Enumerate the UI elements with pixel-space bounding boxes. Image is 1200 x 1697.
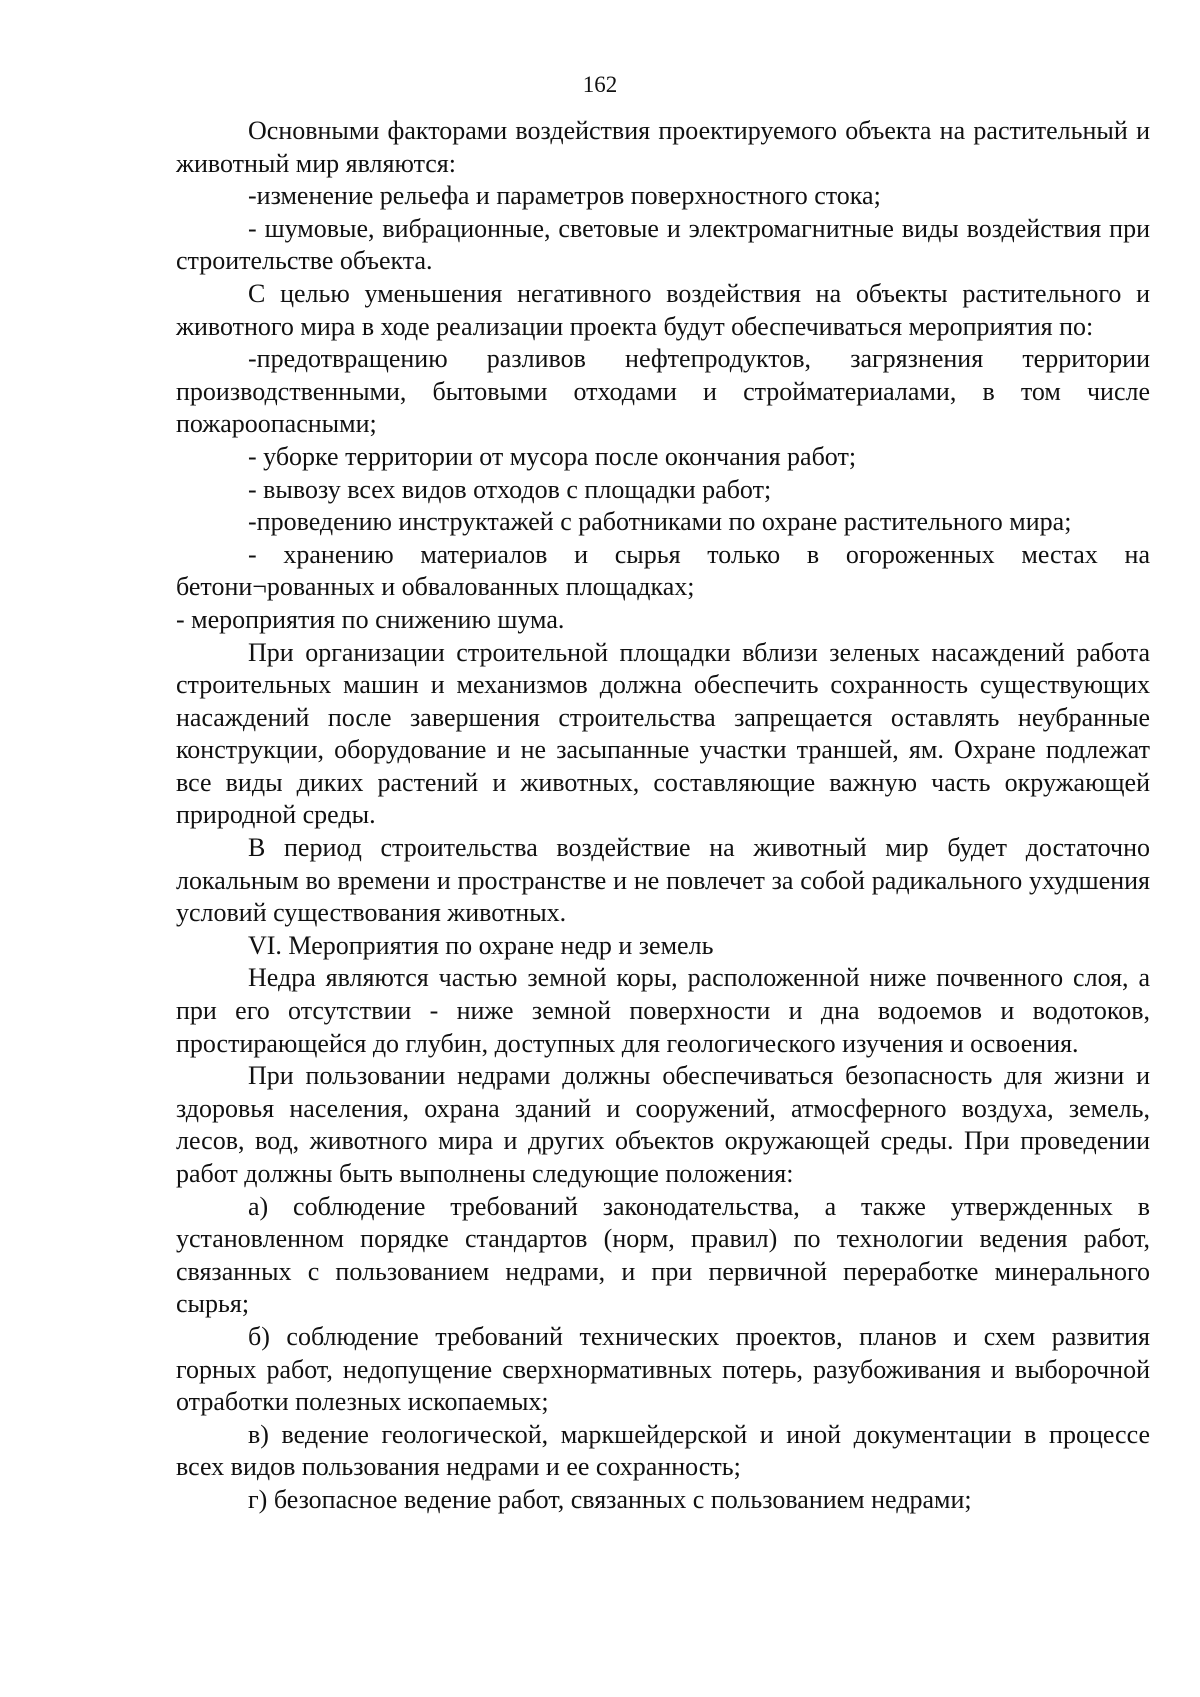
section-heading-subsoil: VI. Мероприятия по охране недр и земель — [248, 930, 714, 960]
paragraph-main-factors: Основными факторами воздействия проектируемого объекта на растительный и животный мир являются: — [176, 116, 1150, 178]
paragraph-green-areas: При организации строительной площадки вблизи зеленых насаждений работа строительных машин и механизмов должна обеспечить сохранность существующих насаждений после завершения строительства запрещается оставлять неубранные конструкции, оборудование и не засыпанные участки траншей, ям. Охране подлежат все виды диких растений и животных, составляющие важную часть окружающей природной среды. — [176, 637, 1150, 830]
list-item-noise-reduction: - мероприятия по снижению шума. — [176, 604, 565, 634]
paragraph-subsoil-use: При пользовании недрами должны обеспечиваться безопасность для жизни и здоровья населения, охрана зданий и сооружений, атмосферного воздуха, земель, лесов, вод, животного мира и других объектов окружающей среды. При проведении работ должны быть выполнены следующие положения: — [176, 1061, 1150, 1188]
list-item-spill-prevention: -предотвращению разливов нефтепродуктов, загрязнения территории производственными, бытовыми отходами и стройматериалами, в том числе пожароопасными; — [176, 344, 1150, 439]
paragraph-mitigation-intro: С целью уменьшения негативного воздействия на объекты растительного и животного мира в ходе реализации проекта будут обеспечиваться мероприятия по: — [176, 278, 1150, 341]
list-item-briefings: -проведению инструктажей с работниками по охране растительного мира; — [248, 507, 1072, 537]
list-item-relief-change: -изменение рельефа и параметров поверхностного стока; — [248, 181, 881, 211]
document-body — [176, 115, 1150, 1517]
list-item-g: г) безопасное ведение работ, связанных с пользованием недрами; — [248, 1484, 972, 1514]
list-item-noise-impacts: - шумовые, вибрационные, световые и электромагнитные виды воздействия при строительстве объекта. — [176, 213, 1150, 276]
list-item-a: а) соблюдение требований законодательства, а также утвержденных в установленном порядке стандартов (норм, правил) по технологии ведения работ, связанных с пользованием недрами, и при первичной переработке минерального сырья; — [176, 1191, 1150, 1319]
paragraph-fauna-impact: В период строительства воздействие на животный мир будет достаточно локальным во времени и пространстве и не повлечет за собой радикального ухудшения условий существования животных. — [176, 833, 1150, 928]
list-item-v: в) ведение геологической, маркшейдерской и иной документации в процессе всех видов пользования недрами и ее сохранность; — [176, 1419, 1150, 1482]
list-item-b: б) соблюдение требований технических проектов, планов и схем развития горных работ, недопущение сверхнормативных потерь, разубоживания и выборочной отработки полезных ископаемых; — [176, 1321, 1150, 1417]
list-item-cleanup: - уборке территории от мусора после окончания работ; — [248, 441, 857, 471]
paragraph-subsoil-definition: Недра являются частью земной коры, расположенной ниже почвенного слоя, а при его отсутствии - ниже земной поверхности и дна водоемов и водотоков, простирающейся до глубин, доступных для геологического изучения и освоения. — [176, 963, 1150, 1058]
list-item-material-storage: - хранению материалов и сырья только в огороженных местах на бетони¬рованных и обвалованных площадках; — [176, 539, 1150, 602]
page-number: 162 — [582, 72, 618, 97]
list-item-waste-removal: - вывозу всех видов отходов с площадки работ; — [248, 474, 772, 504]
